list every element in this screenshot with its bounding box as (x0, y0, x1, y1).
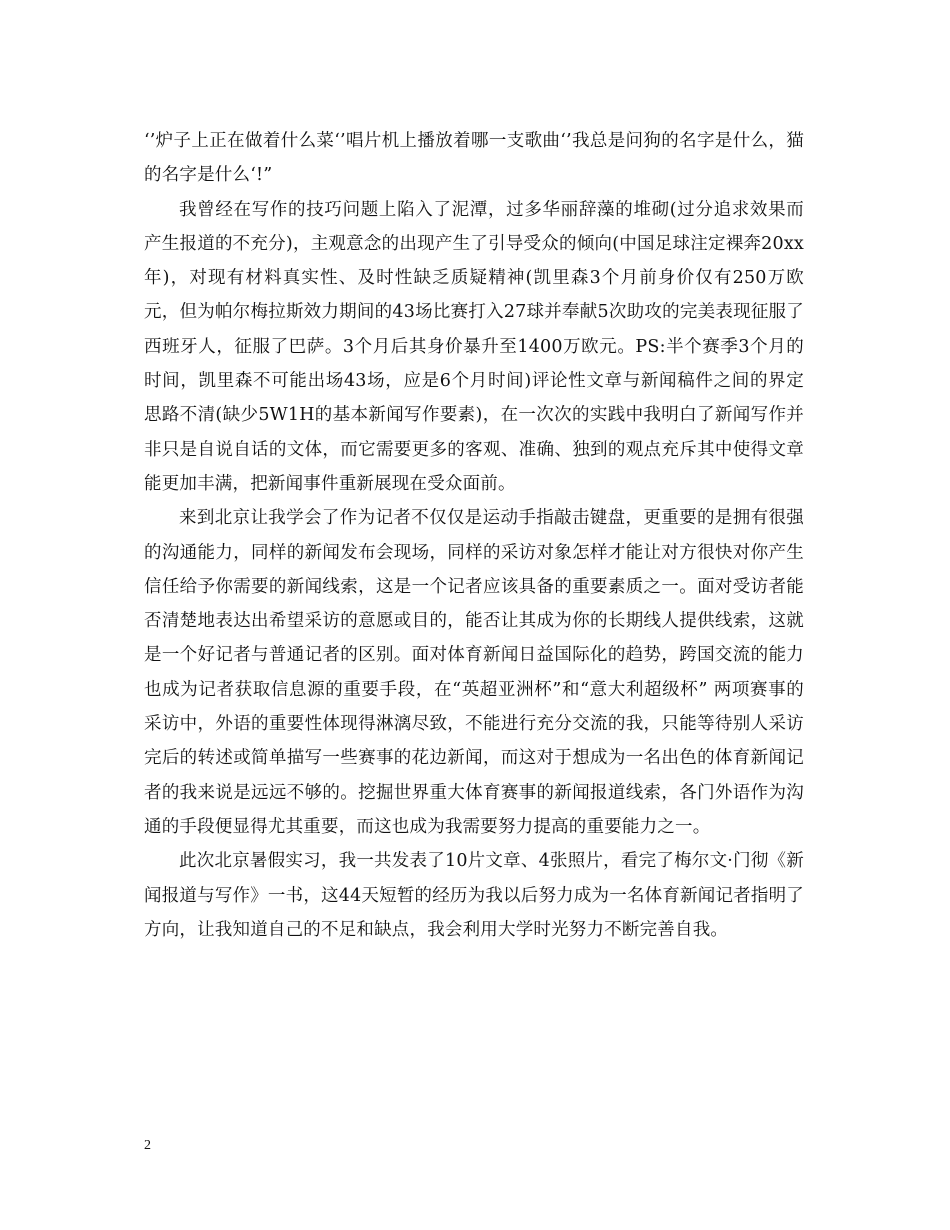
paragraph-4: 此次北京暑假实习，我一共发表了10片文章、4张照片，看完了梅尔文·门彻《新闻报道与写作》一书，这44天短暂的经历为我以后努力成为一名体育新闻记者指明了方向，让我知道自己的不足和缺点，我会利用大学时光努力不断完善自我。 (144, 851, 804, 940)
paragraph-1: ‘’炉子上正在做着什么菜‘’唱片机上播放着哪一支歌曲‘’我总是问狗的名字是什么，猫的名字是什么‘!” (144, 131, 804, 186)
document-body (144, 124, 804, 947)
paragraph-2: 我曾经在写作的技巧问题上陷入了泥潭，过多华丽辞藻的堆砌(过分追求效果而产生报道的不充分)，主观意念的出现产生了引导受众的倾向(中国足球注定裸奔20xx年)，对现有材料真实性、及时性缺乏质疑精神(凯里森3个月前身价仅有250万欧元，但为帕尔梅拉斯效力期间的43场比赛打入27球并奉献5次助攻的完美表现征服了西班牙人，征服了巴萨。3个月后其身价暴升至1400万欧元。PS:半个赛季3个月的时间，凯里森不可能出场43场，应是6个月时间)评论性文章与新闻稿件之间的界定思路不清(缺少5W1H的基本新闻写作要素)，在一次次的实践中我明白了新闻写作并非只是自说自话的文体，而它需要更多的客观、准确、独到的观点充斥其中使得文章能更加丰满，把新闻事件重新展现在受众面前。 (144, 199, 804, 494)
page-number: 2 (144, 1138, 151, 1153)
paragraph-3: 来到北京让我学会了作为记者不仅仅是运动手指敲击键盘，更重要的是拥有很强的沟通能力，同样的新闻发布会现场，同样的采访对象怎样才能让对方很快对你产生信任给予你需要的新闻线索，这是一个记者应该具备的重要素质之一。面对受访者能否清楚地表达出希望采访的意愿或目的，能否让其成为你的长期线人提供线索，这就是一个好记者与普通记者的区别。面对体育新闻日益国际化的趋势，跨国交流的能力也成为记者获取信息源的重要手段，在“英超亚洲杯”和“意大利超级杯” 两项赛事的采访中，外语的重要性体现得淋漓尽致，不能进行充分交流的我，只能等待别人采访完后的转述或简单描写一些赛事的花边新闻，而这对于想成为一名出色的体育新闻记者的我来说是远远不够的。挖掘世界重大体育赛事的新闻报道线索，各门外语作为沟通的手段便显得尤其重要，而这也成为我需要努力提高的重要能力之一。 (144, 508, 804, 837)
